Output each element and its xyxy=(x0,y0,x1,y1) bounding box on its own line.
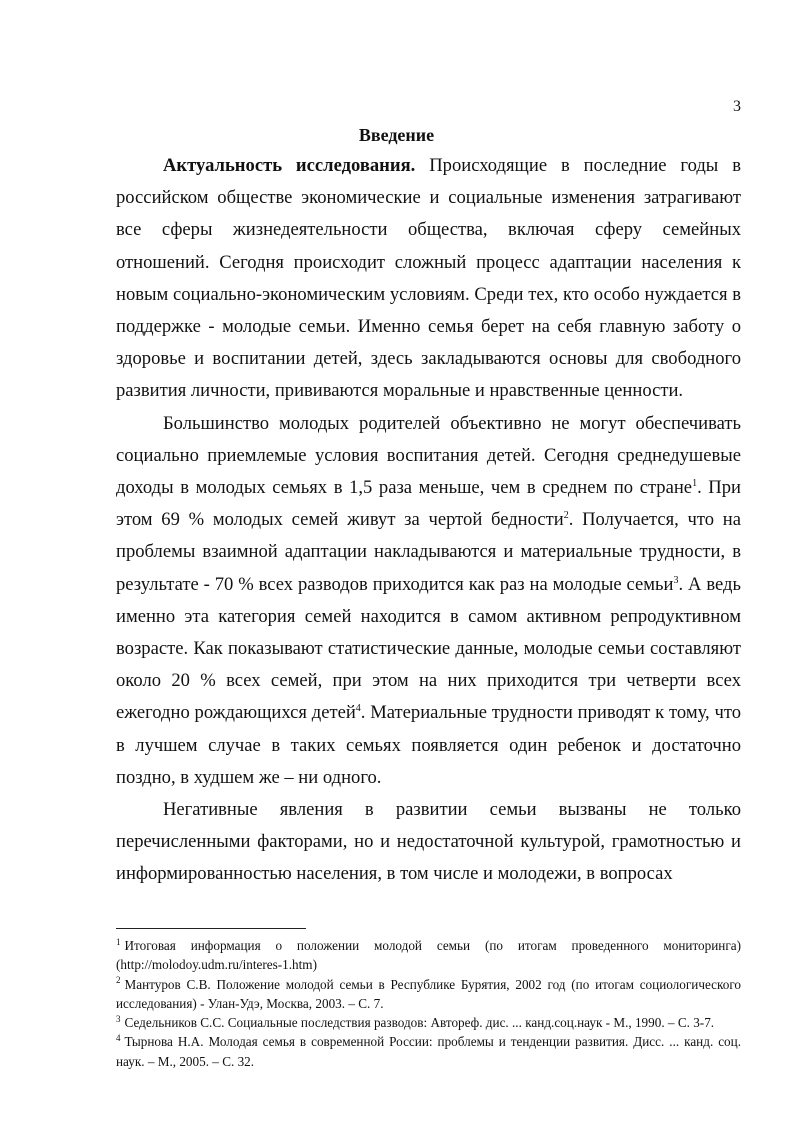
footnote-ref: 4 xyxy=(355,703,361,715)
paragraph-text: Негативные явления в развитии семьи вызваны не только перечисленными факторами, но и недостаточной культурой, грамотностью и информированностью населения, в том числе и молодежи, в вопросах xyxy=(116,799,741,885)
paragraph-text-part: . А ведь именно эта категория семей находится в самом активном репродуктивном возрасте. Как показывают статистические данные, молодые семьи составляют около 20 % всех семей, при этом на них приходится три четверти всех ежегодно рождающихся детей xyxy=(116,573,741,724)
footnote-item xyxy=(116,1013,741,1032)
paragraph-text: Происходящие в последние годы в российском обществе экономические и социальные изменения затрагивают все сферы жизнедеятельности общества, включая сферу семейных отношений. Сегодня происходит сложный процесс адаптации населения к новым социально-экономическим условиям. Среди тех, кто особо нуждается в поддержке - молодые семьи. Именно семья берет на себя главную заботу о здоровье и воспитании детей, здесь закладываются основы для свободного развития личности, прививаются моральные и нравственные ценности. xyxy=(116,155,741,402)
footnote-item xyxy=(116,1032,741,1071)
footnote-mark: 2 xyxy=(116,975,121,986)
footnote-text: Седельников С.С. Социальные последствия разводов: Автореф. дис. ... канд.соц.наук - М., 1990. – С. 3-7. xyxy=(124,1015,715,1031)
footnote-text: Итоговая информация о положении молодой семьи (по итогам проведенного мониторинга) (http://molodoy.udm.ru/interes-1.htm) xyxy=(116,938,741,973)
footnote-mark: 3 xyxy=(116,1013,121,1024)
paragraph-negative xyxy=(116,794,741,891)
footnote-ref: 1 xyxy=(692,477,698,489)
paragraph-text-part: . Материальные трудности приводят к тому, что в лучшем случае в таких семьях появляется один ребенок и достаточно поздно, в худшем же – ни одного. xyxy=(116,702,741,788)
paragraph-text-part: . При этом 69 % молодых семей живут за чертой бедности xyxy=(116,477,741,531)
paragraph-lead: Актуальность исследования. xyxy=(163,155,416,176)
footnote-ref: 3 xyxy=(673,574,679,586)
paragraph-relevance xyxy=(116,150,741,408)
footnote-ref: 2 xyxy=(563,510,569,522)
footnote-divider xyxy=(116,928,306,929)
page-number: 3 xyxy=(733,98,741,115)
paragraph-statistics xyxy=(116,408,741,794)
footnote-text: Тырнова Н.А. Молодая семья в современной России: проблемы и тенденции развития. Дисс. ... канд. соц. наук. – М., 2005. – С. 32. xyxy=(116,1034,741,1069)
footnote-item xyxy=(116,975,741,1014)
paragraph-text-part: Большинство молодых родителей объективно не могут обеспечивать социально приемлемые условия воспитания детей. Сегодня среднедушевые доходы в молодых семьях в 1,5 раза меньше, чем в среднем по стране xyxy=(116,412,741,499)
footnote-text: Мантуров С.В. Положение молодой семьи в Республике Бурятия, 2002 год (по итогам социологического исследования) - Улан-Удэ, Москва, 2003. – С. 7. xyxy=(116,976,741,1011)
footnotes xyxy=(116,936,741,1071)
footnote-mark: 4 xyxy=(116,1033,121,1044)
section-title: Введение xyxy=(358,125,435,145)
footnote-item xyxy=(116,936,741,975)
footnote-mark: 1 xyxy=(116,936,121,947)
body-text xyxy=(116,150,741,891)
paragraph-text-part: . Получается, что на проблемы взаимной адаптации накладываются и материальные трудности, в результате - 70 % всех разводов приходится как раз на молодые семьи xyxy=(116,509,742,595)
